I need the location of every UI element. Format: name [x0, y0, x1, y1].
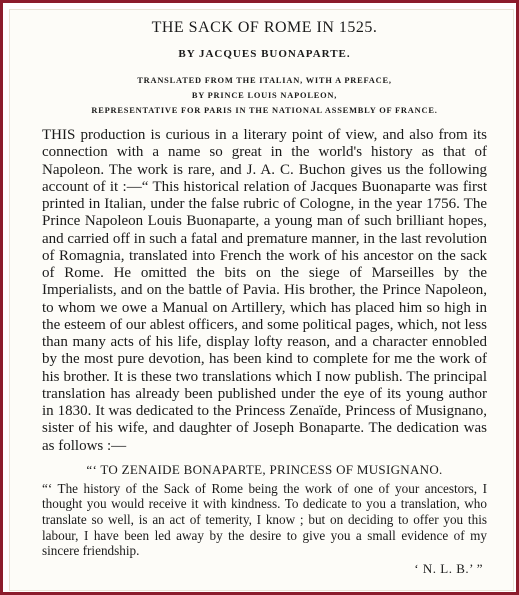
dedication-heading: “‘ TO ZENAIDE BONAPARTE, PRINCESS OF MUSIGNANO. [86, 461, 443, 477]
dedication-text: “‘ The history of the Sack of Rome being the work of one of your ancestors, I thought you would receive it with kindness. To dedicate to you a translation, who translate so well, is an act of temerity, I know ; but on deciding to offer you this labour, I have been led away by the desire to give you a small evidence of my sincere friendship. [42, 480, 487, 559]
article-title: THE SACK OF ROME IN 1525. [151, 19, 378, 36]
translation-credit-line-3: REPRESENTATIVE FOR PARIS IN THE NATIONAL ASSEMBLY OF FRANCE. [91, 106, 438, 115]
translation-credit [42, 73, 487, 118]
article-body: THIS production is curious in a literary point of view, and also from its connection with a name so great in the world's history as that of Napoleon. The work is rare, and J. A. C. Buchon gives us the following account of it :—“ This historical relation of Jacques Buonaparte was first printed in Italian, under the false rubric of Cologne, in the year 1756. The Prince Napoleon Louis Buonaparte, a young man of such brilliant hopes, and carried off in such a fatal and premature manner, in the last revolution of Romagnia, translated into French the work of his ancestor on the sack of Rome. He omitted the bits on the siege of Marseilles by the Imperialists, and on the battle of Pavia. His brother, the Prince Napoleon, to whom we owe a Manual on Artillery, which has placed him so high in the esteem of our ablest officers, and some political pages, which, not less than many acts of his life, display lofty reason, and a character ennobled by the most pure devotion, has been kind to complete for me the work of his brother. It is these two translations which I now publish. The principal translation has already been published under the eye of its young author in 1830. It was dedicated to the Princess Zenaïde, Princess of Musignano, sister of his wife, and daughter of Joseph Bonaparte. The dedication was as follows :— [42, 127, 487, 454]
article-byline: BY JACQUES BUONAPARTE. [178, 48, 351, 60]
document-page [9, 9, 514, 591]
signature: ‘ N. L. B.’ ” [414, 560, 483, 576]
translation-credit-line-2: BY PRINCE LOUIS NAPOLEON, [191, 91, 338, 100]
translation-credit-line-1: TRANSLATED FROM THE ITALIAN, WITH A PREFACE, [137, 76, 392, 85]
